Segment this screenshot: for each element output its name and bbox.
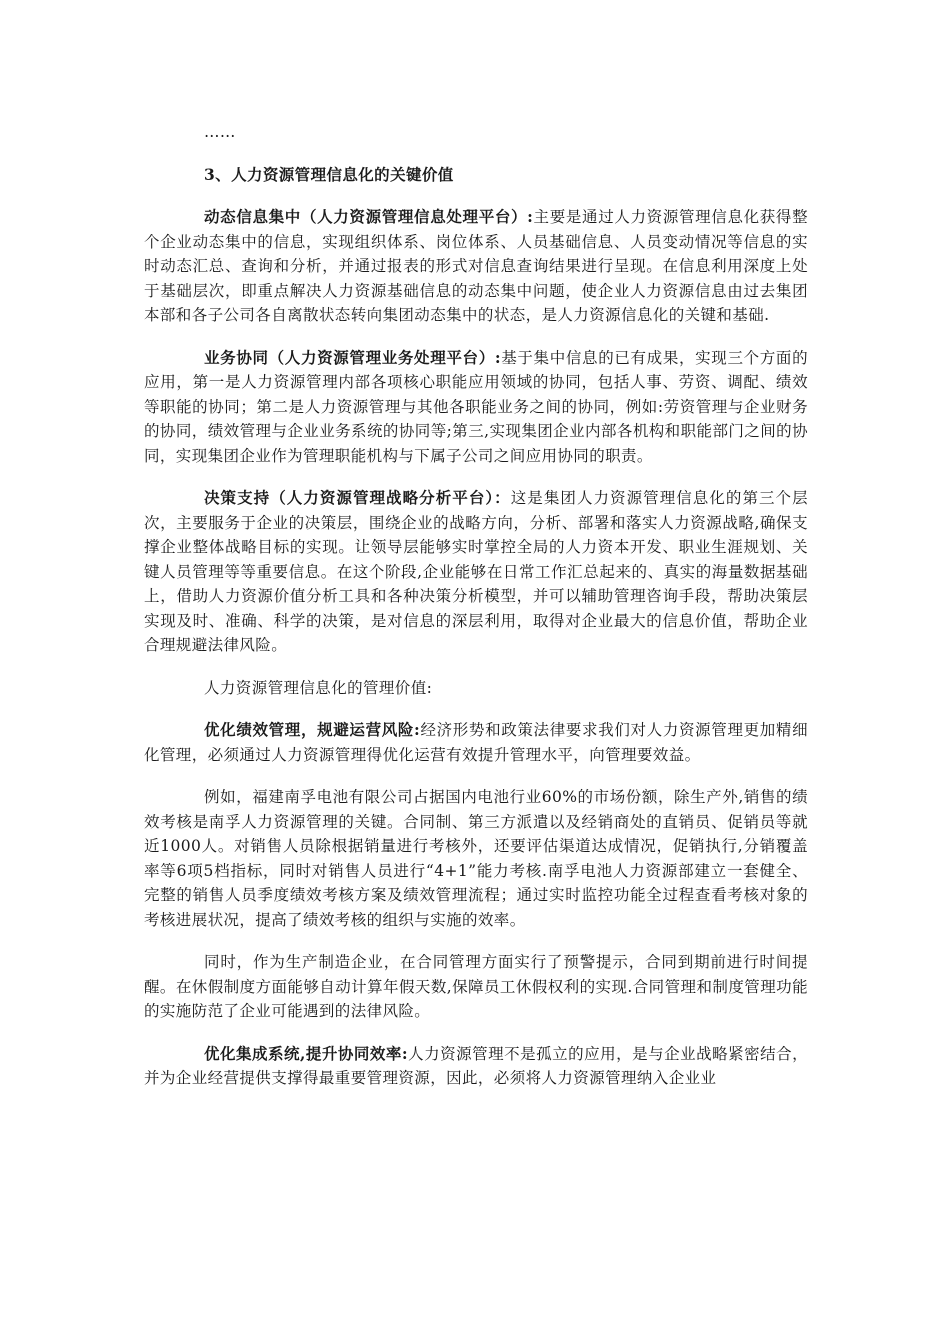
- paragraph-example-nanfu: [144, 785, 808, 932]
- continuation-ellipsis: ……: [204, 123, 236, 141]
- paragraph-lead: 动态信息集中（人力资源管理信息处理平台）:: [204, 207, 534, 226]
- paragraph-body: 人力资源管理信息化的管理价值:: [204, 678, 433, 697]
- paragraph-lead: 业务协同（人力资源管理业务处理平台）:: [204, 347, 501, 367]
- document-page: [144, 120, 808, 1109]
- paragraph-business-collaboration: [144, 346, 808, 469]
- paragraph-body: 同时，作为生产制造企业，在合同管理方面实行了预警提示，合同到期前进行时间提醒。在休假制度方面能够自动计算年假天数,保障员工休假权利的实现.合同管理和制度管理功能的实施防范了企业可能遇到的法律风险。: [144, 953, 808, 1020]
- paragraph-management-value: [144, 676, 808, 701]
- section-heading: 3、人力资源管理信息化的关键价值: [204, 164, 454, 184]
- paragraph-body: 这是集团人力资源管理信息化的第三个层次，主要服务于企业的决策层，围绕企业的战略方向，分析、部署和落实人力资源战略,确保支撑企业整体战略目标的实现。让领导层能够实时掌控全局的人力资本开发、职业生涯规划、关键人员管理等等重要信息。在这个阶段,企业能够在日常工作汇总起来的、真实的海量数据基础上，借助人力资源价值分析工具和各种决策分析模型，并可以辅助管理咨询手段，帮助决策层实现及时、准确、科学的决策，是对信息的深层利用，取得对企业最大的信息价值，帮助企业合理规避法律风险。: [144, 489, 809, 654]
- paragraph-lead: 决策支持（人力资源管理战略分析平台）：: [204, 488, 511, 507]
- paragraph-optimize-performance: [144, 718, 808, 767]
- paragraph-body: 基于集中信息的已有成果，实现三个方面的应用，第一是人力资源管理内部各项核心职能应用领域的协同，包括人事、劳资、调配、绩效等职能的协同；第二是人力资源管理与其他各职能业务之间的协同，例如:劳资管理与企业财务的协同，绩效管理与企业业务系统的协同等;第三,实现集团企业内部各机构和职能部门之间的协同，实现集团企业作为管理职能机构与下属子公司之间应用协同的职责。: [144, 348, 808, 465]
- paragraph-lead: 优化集成系统,提升协同效率:: [204, 1043, 409, 1063]
- paragraph-body: 人力资源管理不是孤立的应用，是与企业战略紧密结合，并为企业经营提供支撑得最重要管理资源，因此，必须将人力资源管理纳入企业业: [144, 1044, 808, 1087]
- paragraph-lead: 优化绩效管理，规避运营风险:: [204, 720, 421, 739]
- paragraph-body: 例如，福建南孚电池有限公司占据国内电池行业60%的市场份额，除生产外,销售的绩效考核是南孚人力资源管理的关键。合同制、第三方派遣以及经销商处的直销员、促销员等就近1000人。对销售人员除根据销量进行考核外，还要评估渠道达成情况，促销执行,分销覆盖率等6项5档指标，同时对销售人员进行“4+1”能力考核.南孚电池人力资源部建立一套健全、完整的销售人员季度绩效考核方案及绩效管理流程；通过实时监控功能全过程查看考核对象的考核进展状况，提高了绩效考核的组织与实施的效率。: [144, 788, 808, 929]
- paragraph-integration-system: [144, 1042, 808, 1091]
- paragraph-body: 主要是通过人力资源管理信息化获得整个企业动态集中的信息，实现组织体系、岗位体系、人员基础信息、人员变动情况等信息的实时动态汇总、查询和分析，并通过报表的形式对信息查询结果进行呈现。在信息利用深度上处于基础层次，即重点解决人力资源基础信息的动态集中问题，使企业人力资源信息由过去集团本部和各子公司各自离散状态转向集团动态集中的状态，是人力资源信息化的关键和基础.: [144, 208, 808, 324]
- paragraph-decision-support: [144, 486, 808, 658]
- paragraph-dynamic-info: [144, 205, 808, 328]
- paragraph-body: 经济形势和政策法律要求我们对人力资源管理更加精细化管理，必须通过人力资源管理得优化运营有效提升管理水平，向管理要效益。: [144, 721, 808, 764]
- paragraph-contract-management: [144, 950, 808, 1024]
